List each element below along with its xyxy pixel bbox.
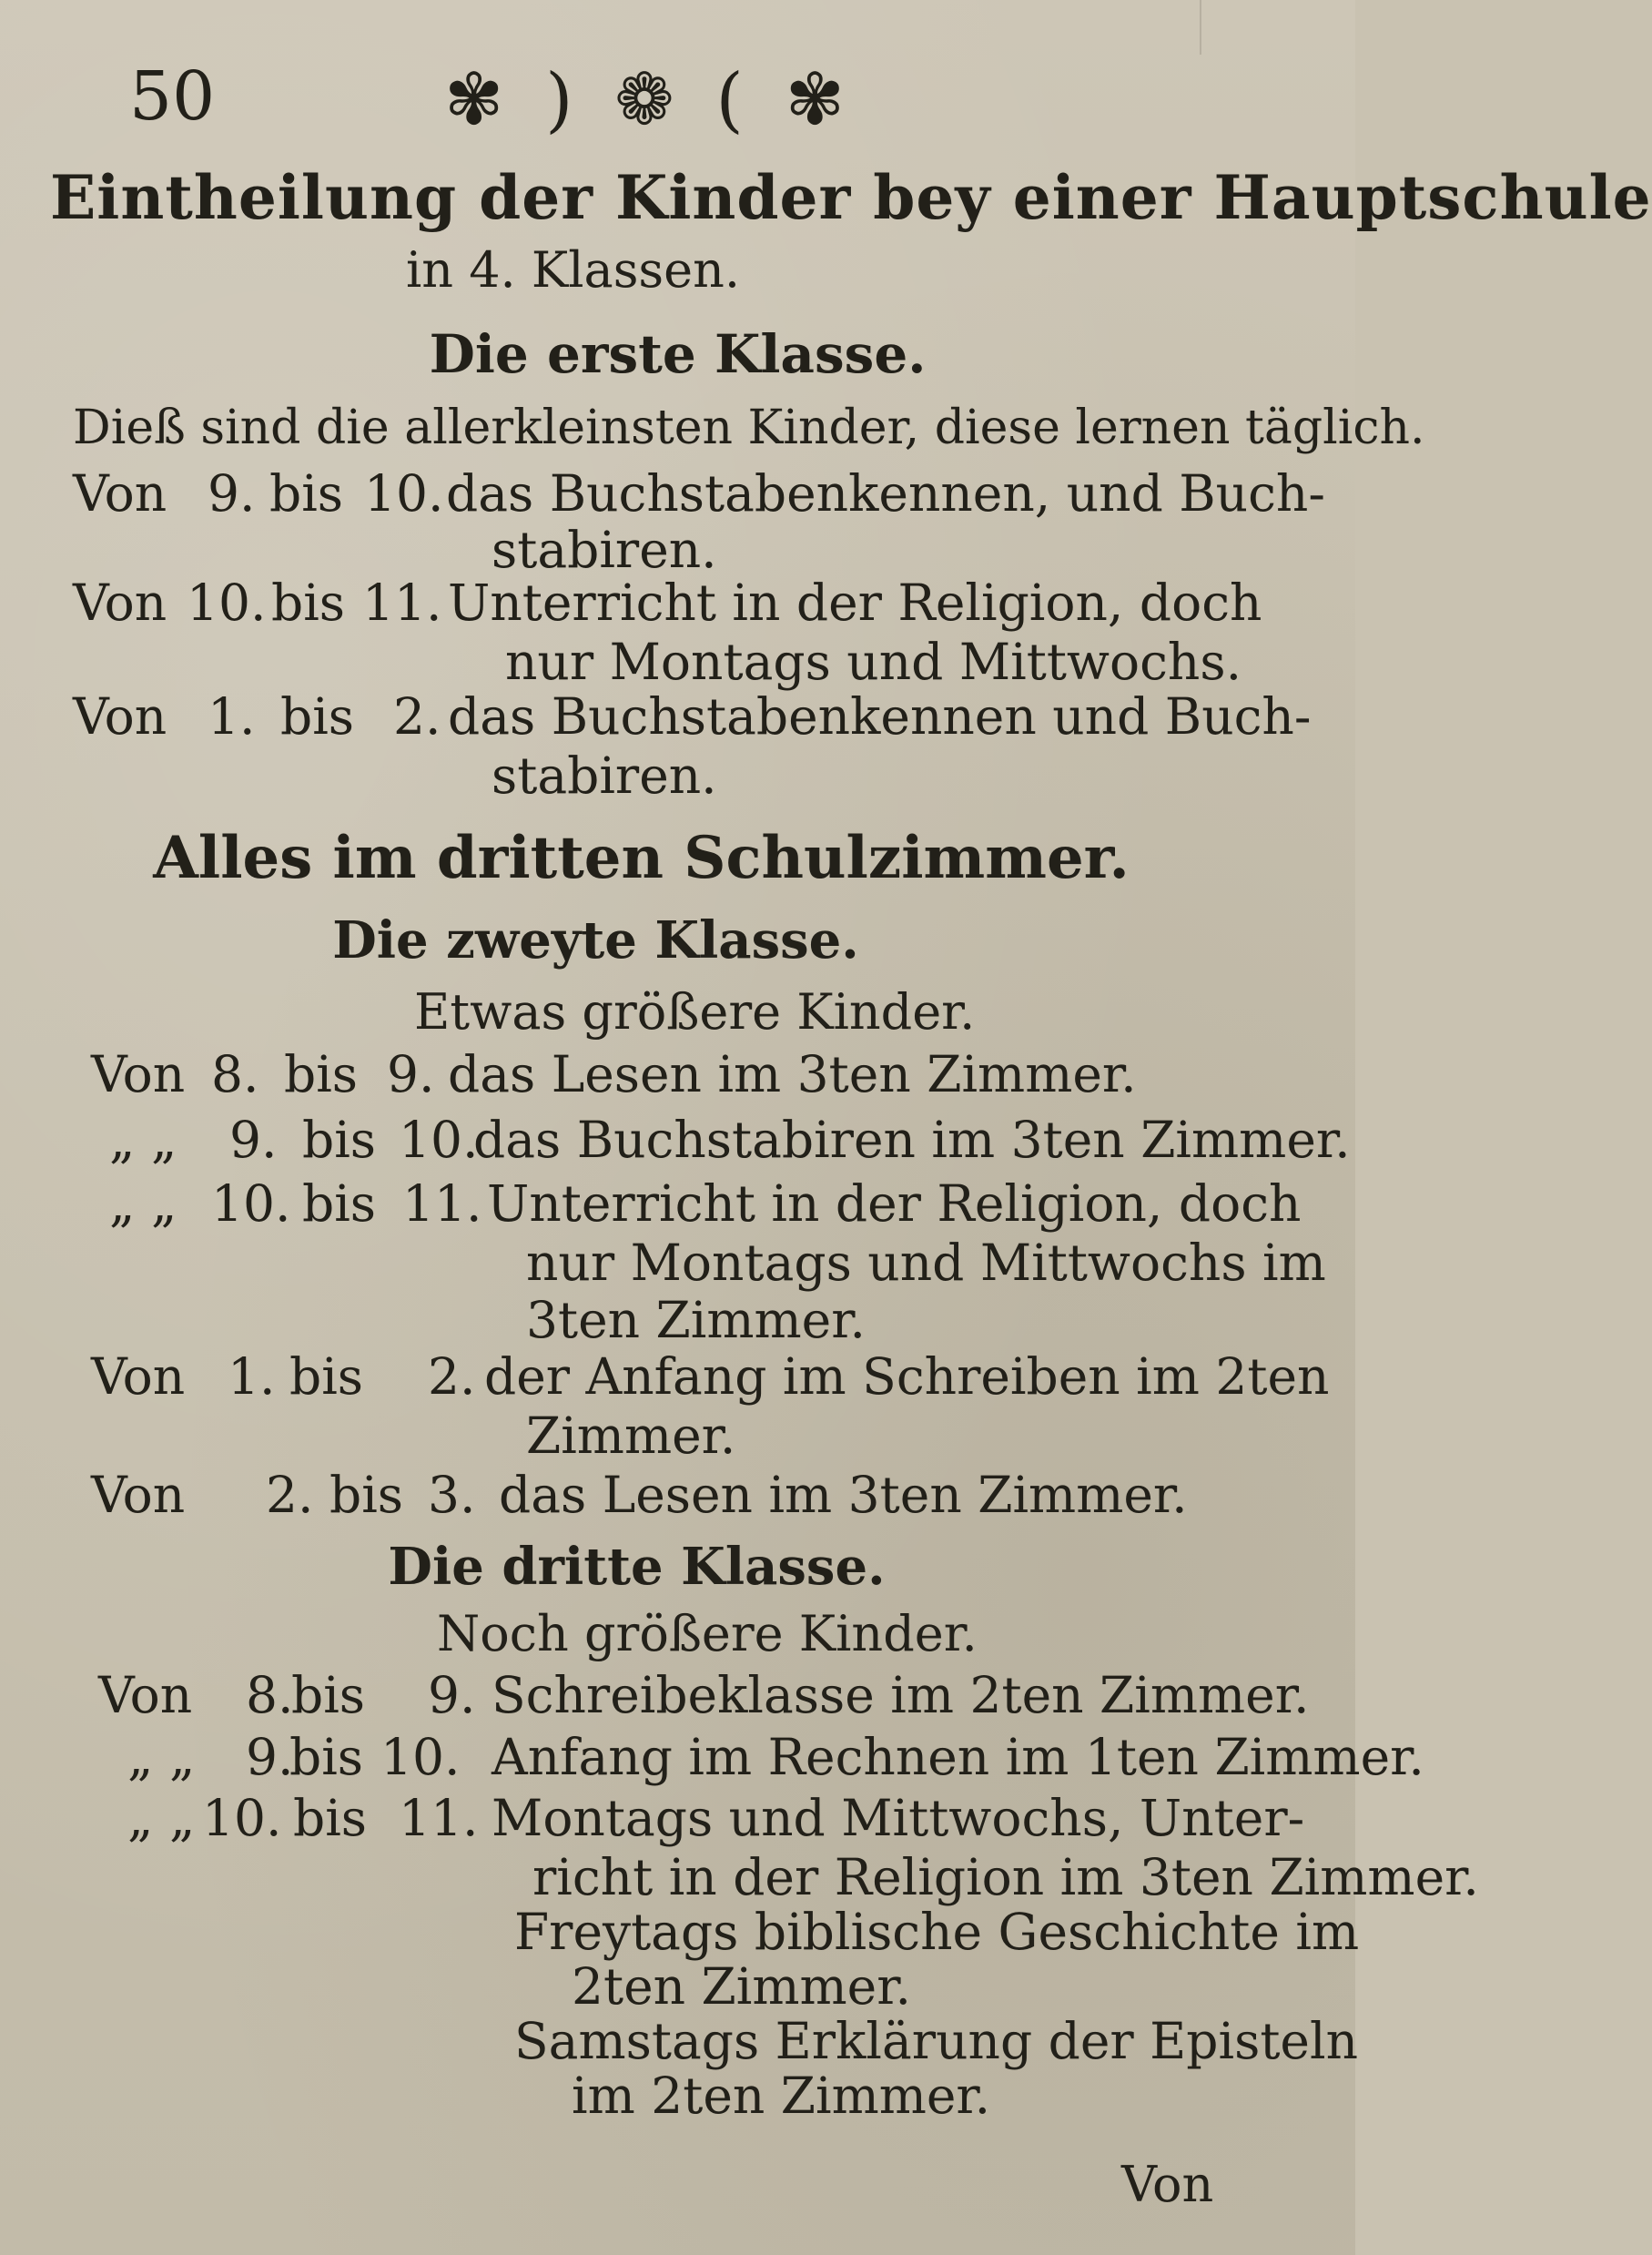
class-2-heading: Die zweyte Klasse. [332,910,859,970]
schedule-continuation: Samstags Erklärung der Episteln [514,2012,1358,2070]
schedule-continuation: richt in der Religion im 3ten Zimmer. [532,1848,1479,1906]
class-3-heading: Die dritte Klasse. [388,1537,886,1597]
page-header [0,50,1355,150]
schedule-row: Von 8. bis 9. Schreibeklasse im 2ten Zimmer. [98,1666,1310,1724]
class-3-intro: Noch größere Kinder. [437,1605,978,1662]
page-number: 50 [129,57,216,136]
class-1-heading: Die erste Klasse. [429,323,927,385]
class-1-footer: Alles im dritten Schulzimmer. [153,824,1130,892]
schedule-row: Von 2. bis 3. das Lesen im 3ten Zimmer. [91,1466,1188,1524]
schedule-continuation: nur Montags und Mittwochs im [526,1234,1326,1292]
schedule-continuation: nur Montags und Mittwochs. [505,633,1242,691]
flower-ornament-icon: ✾ [444,59,504,141]
class-2-intro: Etwas größere Kinder. [414,983,976,1041]
schedule-continuation: im 2ten Zimmer. [572,2067,991,2125]
schedule-row: Von 8. bis 9. das Lesen im 3ten Zimmer. [91,1045,1137,1103]
page-subtitle: in 4. Klassen. [405,241,741,299]
schedule-continuation: stabiren. [492,747,717,805]
schedule-row: „ „ 10. bis 11. Unterricht in der Religion, doch [109,1174,1302,1233]
page-title: Eintheilung der Kinder bey einer Hauptschule [50,162,1652,233]
schedule-row: „ „ 9. bis 10. Anfang im Rechnen im 1ten Zimmer. [127,1728,1424,1786]
bracket-ornament: ) [545,59,573,141]
bracket-ornament: ( [715,59,744,141]
schedule-row: Von 9. bis 10. das Buchstabenkennen, und Buch- [73,464,1325,523]
schedule-row: „ „ 9. bis 10. das Buchstabiren im 3ten Zimmer. [109,1111,1351,1169]
header-ornament [444,50,845,150]
flower-ornament-icon: ✾ [785,59,845,141]
paper-crease [1200,0,1201,55]
schedule-continuation: 2ten Zimmer. [572,1957,911,2016]
schedule-continuation: stabiren. [492,521,717,579]
rose-ornament-icon: ❁ [614,59,674,141]
schedule-row: „ „ 10. bis 11. Montags und Mittwochs, Unter- [127,1789,1305,1847]
catchword: Von [1121,2156,1214,2213]
schedule-row: Von 1. bis 2. der Anfang im Schreiben im 2ten [91,1347,1330,1406]
schedule-row: Von 10. bis 11. Unterricht in der Religion, doch [73,574,1262,632]
class-1-intro: Dieß sind die allerkleinsten Kinder, diese lernen täglich. [73,401,1425,455]
schedule-continuation: 3ten Zimmer. [526,1291,866,1349]
schedule-row: Von 1. bis 2. das Buchstabenkennen und Buch- [73,687,1312,746]
schedule-continuation: Zimmer. [526,1407,736,1465]
schedule-continuation: Freytags biblische Geschichte im [514,1903,1360,1961]
